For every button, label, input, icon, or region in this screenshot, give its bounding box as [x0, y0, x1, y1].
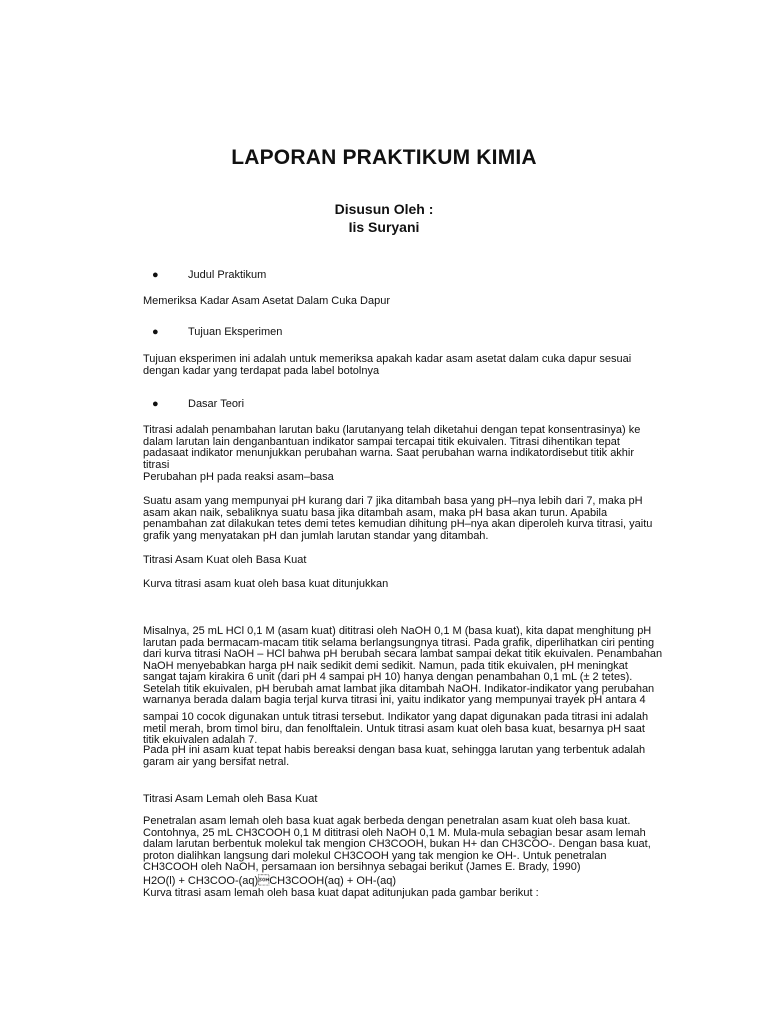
byline [0, 200, 768, 236]
bullet-icon: ● [152, 398, 159, 410]
judul-heading: Judul Praktikum [188, 269, 267, 281]
dasar-paragraph-1: Titrasi adalah penambahan larutan baku (larutanyang telah diketahui dengan tepat konsentrasinya) ke dalam larutan lain denganbantuan indikator sampai tercapai titik ekuivalen. Titrasi dihentikan tepat padasaat indikator menunjukkan perubahan warna. Saat perubahan warna indikatordisebut titik akhir titrasi [143, 424, 641, 471]
lemah-paragraph-1: Penetralan asam lemah oleh basa kuat agak berbeda dengan penetralan asam kuat oleh basa kuat. Contohnya, 25 mL CH3COOH 0,1 M dititrasi oleh NaOH 0,1 M. Mula-mula sebagian besar asam lemah dalam larutan berbentuk molekul tak mengion CH3COOH, bukan H+ dan CH3COO-. Dengan basa kuat, proton dialihkan langsung dari molekul CH3COOH yang tak mengion ke OH-. Untuk penetralan CH3COOH oleh NaOH, persamaan ion bersihnya sebagai berikut (James E. Brady, 1990) [143, 815, 651, 873]
bullet-icon: ● [152, 269, 159, 281]
kuat-paragraph-3: sampai 10 cocok digunakan untuk titrasi tersebut. Indikator yang dapat digunakan pada titrasi ini adalah metil merah, brom timol biru, dan fenolftalein. Untuk titrasi asam kuat oleh basa kuat, besarnya pH saat titik ekuivalen adalah 7. [143, 711, 649, 746]
bullet-icon: ● [152, 326, 159, 338]
kuat-paragraph-2: Misalnya, 25 mL HCl 0,1 M (asam kuat) dititrasi oleh NaOH 0,1 M (basa kuat), kita dapat menghitung pH larutan pada bermacam-macam titik selama berlangsungnya titrasi. Pada grafik, diperlihatkan ciri penting dari kurva titrasi NaOH – HCl bahwa pH berubah secara lambat sampai dekat titik ekuivalen. Penambahan NaOH menyebabkan harga pH naik sedikit demi sedikit. Namun, pada titik ekuivalen, pH meningkat sangat tajam kirakira 6 unit (dari pH 4 sampai pH 10) hanya dengan penambahan 0,1 mL (± 2 tetes). Setelah titik ekuivalen, pH berubah amat lambat jika ditambah NaOH. Indikator-indikator yang perubahan warnanya berada dalam bagia terjal kurva titrasi ini, yaitu indikator yang mempunyai trayek pH antara 4 [143, 625, 663, 706]
dasar-paragraph-3: Suatu asam yang mempunyai pH kurang dari 7 jika ditambah basa yang pH–nya lebih dari 7, maka pH asam akan naik, sebaliknya suatu basa jika ditambah asam, maka pH basa akan turun. Apabila penambahan zat dilakukan tetes demi tetes kemudian dihitung pH–nya akan diperoleh kurva titrasi, yaitu grafik yang menyatakan pH dan jumlah larutan standar yang ditambah. [143, 495, 653, 542]
tujuan-text: Tujuan eksperimen ini adalah untuk memeriksa apakah kadar asam asetat dalam cuka dapur sesuai dengan kadar yang terdapat pada label botolnya [143, 353, 632, 377]
dasar-paragraph-2: Perubahan pH pada reaksi asam–basa [143, 471, 334, 483]
kuat-paragraph-4: Pada pH ini asam kuat tepat habis bereaksi dengan basa kuat, sehingga larutan yang terbentuk adalah garam air yang bersifat netral. [143, 744, 646, 768]
lemah-paragraph-2: Kurva titrasi asam lemah oleh basa kuat dapat aditunjukan pada gambar berikut : [143, 887, 539, 899]
judul-text: Memeriksa Kadar Asam Asetat Dalam Cuka Dapur [143, 295, 390, 307]
tujuan-heading: Tujuan Eksperimen [188, 326, 283, 338]
document-title: LAPORAN PRAKTIKUM KIMIA [231, 146, 537, 169]
dasar-heading: Dasar Teori [188, 398, 245, 410]
author-name: Iis Suryani [348, 219, 420, 235]
byline-label: Disusun Oleh : [334, 201, 434, 217]
lemah-equation: H2O(l) + CH3COO-(aq)CH3COOH(aq) + OH-(aq) [143, 875, 397, 887]
lemah-heading: Titrasi Asam Lemah oleh Basa Kuat [143, 793, 318, 805]
kuat-heading: Titrasi Asam Kuat oleh Basa Kuat [143, 554, 307, 566]
kuat-paragraph-1: Kurva titrasi asam kuat oleh basa kuat ditunjukkan [143, 578, 389, 590]
